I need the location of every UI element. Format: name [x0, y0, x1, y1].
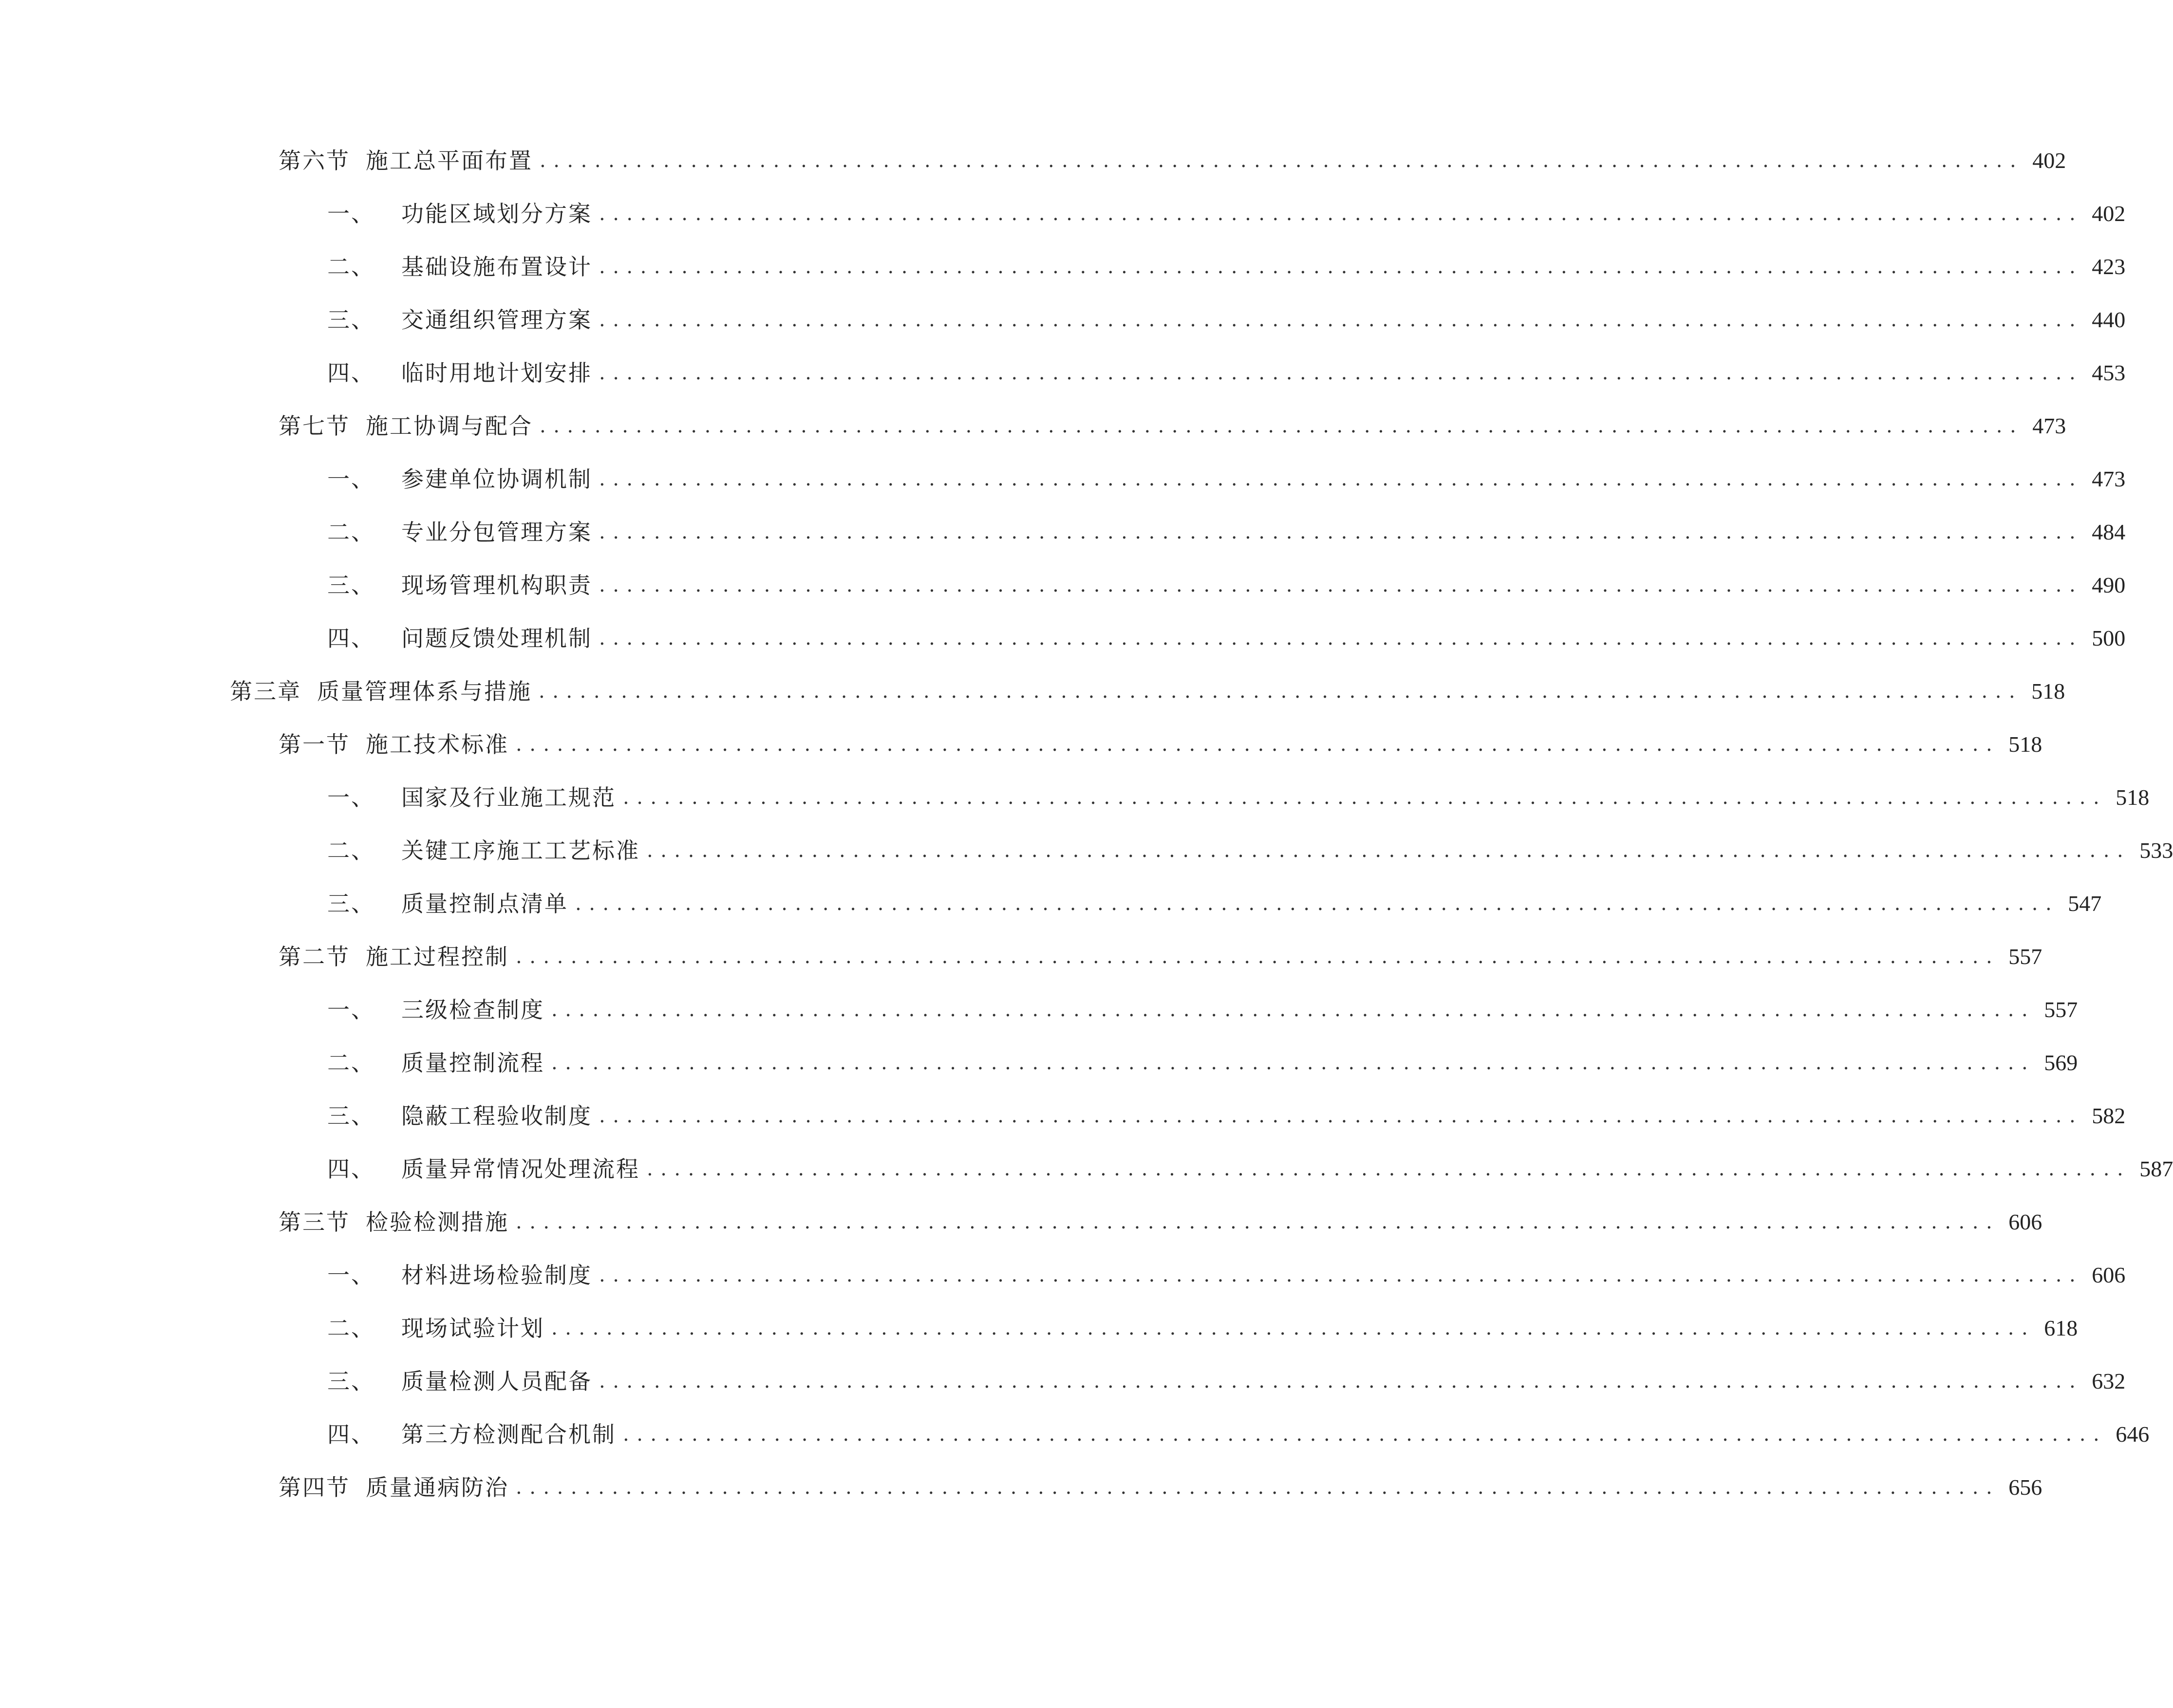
toc-entry-title: 现场试验计划 [401, 1315, 544, 1341]
toc-entry[interactable] [327, 1096, 2126, 1135]
toc-entry[interactable] [327, 1309, 2078, 1348]
toc-dot-leader: ............................................................................................................ [516, 1211, 2000, 1233]
toc-entry[interactable] [327, 460, 2126, 499]
toc-entry[interactable] [327, 247, 2126, 286]
toc-entry-title: 现场管理机构职责 [401, 572, 592, 598]
toc-entry-title: 材料进场检验制度 [401, 1262, 592, 1288]
toc-dot-leader: ............................................................................................................ [599, 1370, 2083, 1392]
toc-entry-title: 功能区域划分方案 [401, 201, 592, 227]
toc-entry-page: 484 [2092, 520, 2126, 544]
toc-entry[interactable] [279, 937, 2042, 976]
toc-entry[interactable] [279, 1468, 2042, 1507]
toc-entry-label: 三、 [327, 307, 375, 333]
toc-entry-title: 施工技术标准 [366, 731, 509, 758]
toc-dot-leader: ............................................................................................................ [599, 203, 2083, 225]
toc-entry-page: 618 [2044, 1316, 2078, 1340]
toc-entry-page: 440 [2092, 307, 2126, 332]
toc-dot-leader: ............................................................................................................ [599, 309, 2083, 331]
toc-dot-leader: ............................................................................................................ [599, 1105, 2083, 1127]
toc-entry-title: 参建单位协调机制 [401, 466, 592, 492]
toc-entry-label: 一、 [327, 997, 375, 1023]
toc-entry-title: 施工过程控制 [366, 944, 509, 970]
toc-entry-label: 一、 [327, 1262, 375, 1288]
toc-entry-title: 基础设施布置设计 [401, 254, 592, 280]
toc-dot-leader: ............................................................................................................ [647, 1158, 2131, 1180]
toc-entry-page: 582 [2092, 1103, 2126, 1128]
toc-entry-title: 国家及行业施工规范 [401, 784, 616, 811]
toc-entry-page: 453 [2092, 360, 2126, 385]
toc-entry-label: 三、 [327, 572, 375, 598]
toc-entry-page: 518 [2008, 732, 2042, 757]
toc-entry-page: 557 [2044, 997, 2078, 1022]
toc-entry-title: 第三方检测配合机制 [401, 1421, 616, 1448]
toc-entry-label: 第三节 [279, 1209, 350, 1235]
toc-entry-title: 隐蔽工程验收制度 [401, 1103, 592, 1129]
toc-entry-page: 473 [2032, 413, 2066, 438]
toc-dot-leader: ............................................................................................................ [540, 149, 2024, 172]
toc-entry-title: 施工总平面布置 [366, 148, 533, 174]
toc-entry-label: 二、 [327, 1315, 375, 1341]
toc-entry-page: 587 [2139, 1156, 2173, 1181]
toc-entry-label: 二、 [327, 1050, 375, 1076]
toc-entry[interactable] [327, 194, 2126, 233]
toc-dot-leader: ............................................................................................................ [539, 680, 2023, 703]
toc-entry[interactable] [327, 1415, 2150, 1454]
toc-entry-label: 三、 [327, 1368, 375, 1394]
toc-entry-page: 490 [2092, 573, 2126, 597]
toc-entry-page: 569 [2044, 1050, 2078, 1075]
toc-dot-leader: ............................................................................................................ [599, 1264, 2083, 1286]
toc-entry-page: 632 [2092, 1369, 2126, 1393]
toc-entry-title: 质量控制点清单 [401, 891, 568, 917]
toc-dot-leader: ............................................................................................................ [647, 839, 2131, 862]
toc-dot-leader: ............................................................................................................ [516, 1476, 2000, 1499]
toc-entry[interactable] [279, 1203, 2042, 1242]
toc-entry[interactable] [230, 672, 2065, 711]
toc-entry-label: 第七节 [279, 413, 350, 439]
toc-entry-title: 质量管理体系与措施 [317, 678, 532, 705]
toc-entry-label: 第六节 [279, 148, 350, 174]
toc-dot-leader: ............................................................................................................ [551, 1317, 2036, 1339]
toc-entry[interactable] [327, 884, 2102, 923]
toc-entry-title: 质量异常情况处理流程 [401, 1156, 640, 1182]
toc-entry[interactable] [327, 353, 2126, 392]
toc-entry-title: 检验检测措施 [366, 1209, 509, 1235]
toc-entry-label: 四、 [327, 1421, 375, 1448]
toc-dot-leader: ............................................................................................................ [599, 627, 2083, 650]
toc-entry-label: 二、 [327, 254, 375, 280]
toc-entry-label: 第四节 [279, 1474, 350, 1501]
toc-entry-page: 533 [2139, 838, 2173, 863]
toc-dot-leader: ............................................................................................................ [599, 256, 2083, 278]
toc-dot-leader: ............................................................................................................ [516, 733, 2000, 756]
toc-entry[interactable] [327, 990, 2078, 1029]
toc-entry-page: 557 [2008, 944, 2042, 969]
toc-entry-title: 施工协调与配合 [366, 413, 533, 439]
toc-entry-label: 第二节 [279, 944, 350, 970]
toc-entry-page: 402 [2032, 148, 2066, 173]
toc-entry[interactable] [279, 141, 2066, 180]
toc-entry-page: 473 [2092, 466, 2126, 491]
toc-dot-leader: ............................................................................................................ [623, 1423, 2107, 1446]
toc-dot-leader: ............................................................................................................ [599, 521, 2083, 543]
toc-entry-page: 656 [2008, 1475, 2042, 1500]
toc-entry-title: 问题反馈处理机制 [401, 625, 592, 651]
toc-entry[interactable] [327, 513, 2126, 552]
toc-entry-title: 质量检测人员配备 [401, 1368, 592, 1394]
toc-dot-leader: ............................................................................................................ [599, 468, 2083, 490]
toc-dot-leader: ............................................................................................................ [575, 892, 2060, 915]
toc-entry-label: 三、 [327, 1103, 375, 1129]
toc-entry-title: 三级检查制度 [401, 997, 544, 1023]
toc-entry[interactable] [279, 407, 2066, 446]
toc-entry-page: 547 [2068, 891, 2102, 916]
toc-dot-leader: ............................................................................................................ [551, 1052, 2036, 1074]
toc-dot-leader: ............................................................................................................ [599, 362, 2083, 384]
toc-dot-leader: ............................................................................................................ [540, 415, 2024, 437]
toc-entry[interactable] [327, 300, 2126, 339]
toc-entry-label: 一、 [327, 784, 375, 811]
toc-entry[interactable] [327, 1043, 2078, 1082]
toc-entry-page: 518 [2031, 679, 2065, 704]
toc-entry-label: 二、 [327, 519, 375, 545]
toc-dot-leader: ............................................................................................................ [623, 786, 2107, 809]
toc-entry-label: 第三章 [230, 678, 301, 705]
toc-entry-title: 专业分包管理方案 [401, 519, 592, 545]
toc-entry[interactable] [279, 725, 2042, 764]
toc-entry[interactable] [327, 831, 2173, 870]
toc-entry[interactable] [327, 778, 2150, 817]
toc-entry-page: 500 [2092, 626, 2126, 650]
toc-dot-leader: ............................................................................................................ [516, 946, 2000, 968]
toc-entry-title: 交通组织管理方案 [401, 307, 592, 333]
toc-entry-label: 一、 [327, 201, 375, 227]
toc-entry-page: 423 [2092, 254, 2126, 279]
toc-entry-page: 646 [2116, 1422, 2150, 1447]
toc-entry-title: 关键工序施工工艺标准 [401, 837, 640, 864]
toc-entry[interactable] [327, 1256, 2126, 1295]
toc-entry-page: 518 [2116, 785, 2150, 810]
toc-entry-label: 第一节 [279, 731, 350, 758]
toc-entry-label: 四、 [327, 625, 375, 651]
toc-entry-title: 质量控制流程 [401, 1050, 544, 1076]
toc-entry[interactable] [327, 1362, 2126, 1401]
toc-entry-label: 一、 [327, 466, 375, 492]
toc-entry[interactable] [327, 566, 2126, 605]
toc-entry-page: 606 [2008, 1209, 2042, 1234]
toc-entry-label: 四、 [327, 360, 375, 386]
toc-entry[interactable] [327, 1150, 2173, 1188]
toc-entry-title: 质量通病防治 [366, 1474, 509, 1501]
toc-entry-page: 606 [2092, 1262, 2126, 1287]
toc-entry[interactable] [327, 619, 2126, 658]
toc-dot-leader: ............................................................................................................ [551, 999, 2036, 1021]
toc-entry-label: 三、 [327, 891, 375, 917]
toc-entry-label: 四、 [327, 1156, 375, 1182]
toc-dot-leader: ............................................................................................................ [599, 574, 2083, 596]
toc-entry-label: 二、 [327, 837, 375, 864]
toc-entry-title: 临时用地计划安排 [401, 360, 592, 386]
toc-entry-page: 402 [2092, 201, 2126, 226]
